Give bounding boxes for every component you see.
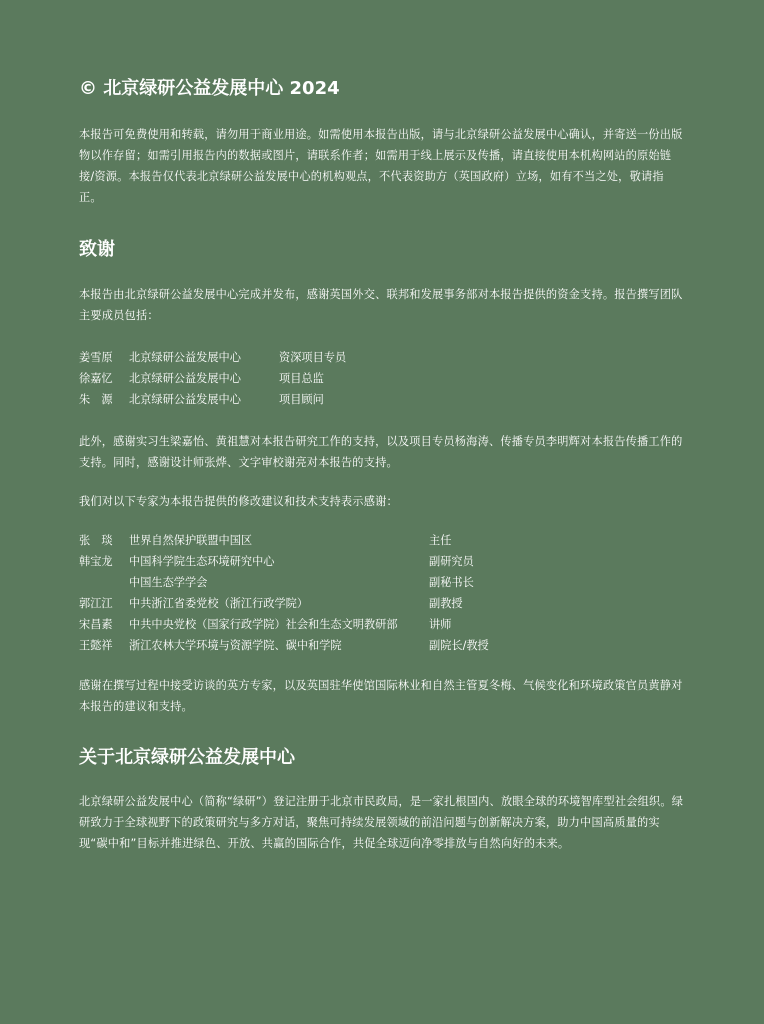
- expert-row: [79, 551, 685, 572]
- expert-org: 中共浙江省委党校（浙江行政学院）: [129, 597, 309, 610]
- expert-name: 韩宝龙: [79, 555, 113, 568]
- expert-row: [79, 530, 685, 551]
- expert-row: [79, 614, 685, 635]
- expert-name: 宋昌素: [79, 618, 113, 631]
- about-title: 关于北京绿研公益发展中心: [79, 747, 295, 768]
- expert-title: 副秘书长: [429, 576, 474, 589]
- copyright-title: © 北京绿研公益发展中心 2024: [79, 78, 340, 99]
- experts-list: [79, 530, 685, 656]
- experts-intro: 我们对以下专家为本报告提供的修改建议和技术支持表示感谢：: [79, 495, 398, 508]
- acknowledgements-title: 致谢: [79, 239, 115, 260]
- team-list: [79, 347, 685, 410]
- member-name: 朱 源: [79, 393, 113, 406]
- expert-name: 张 琰: [79, 534, 113, 547]
- expert-org: 中国生态学学会: [129, 576, 208, 589]
- expert-row: [79, 572, 685, 593]
- member-org: 北京绿研公益发展中心: [129, 393, 241, 406]
- member-org: 北京绿研公益发展中心: [129, 372, 241, 385]
- expert-row: [79, 593, 685, 614]
- member-name: 姜雪原: [79, 351, 113, 364]
- expert-title: 副教授: [429, 597, 463, 610]
- expert-name: 郭江江: [79, 597, 113, 610]
- expert-title: 主任: [429, 534, 452, 547]
- team-row: [79, 389, 685, 410]
- expert-title: 副院长/教授: [429, 639, 489, 652]
- copyright-body: 本报告可免费使用和转载，请勿用于商业用途。如需使用本报告出版，请与北京绿研公益发展中心确认，并寄送一份出版物以作存留；如需引用报告内的数据或图片，请联系作者；如需用于线上展示及传播，请直接使用本机构网站的原始链接/资源。本报告仅代表北京绿研公益发展中心的机构观点，不代表资助方（英国政府）立场，如有不当之处，敬请指正。: [79, 128, 683, 204]
- member-role: 资深项目专员: [279, 351, 347, 364]
- closing-thanks: 感谢在撰写过程中接受访谈的英方专家，以及英国驻华使馆国际林业和自然主管夏冬梅、气候变化和环境政策官员黄静对本报告的建议和支持。: [79, 679, 683, 713]
- team-row: [79, 347, 685, 368]
- content: [79, 78, 685, 854]
- member-org: 北京绿研公益发展中心: [129, 351, 241, 364]
- expert-title: 副研究员: [429, 555, 474, 568]
- expert-org: 浙江农林大学环境与资源学院、碳中和学院: [129, 639, 342, 652]
- about-body: 北京绿研公益发展中心（简称“绿研”）登记注册于北京市民政局，是一家扎根国内、放眼全球的环境智库型社会组织。绿研致力于全球视野下的政策研究与多方对话，聚焦可持续发展领域的前沿问题与创新解决方案，助力中国高质量的实现“碳中和”目标并推进绿色、开放、共赢的国际合作，共促全球迈向净零排放与自然向好的未来。: [79, 795, 684, 850]
- member-role: 项目顾问: [279, 393, 324, 406]
- expert-org: 中国科学院生态环境研究中心: [129, 555, 275, 568]
- member-name: 徐嘉忆: [79, 372, 113, 385]
- expert-org: 世界自然保护联盟中国区: [129, 534, 253, 547]
- thanks-staff: 此外，感谢实习生梁嘉怡、黄祖慧对本报告研究工作的支持，以及项目专员杨海涛、传播专员李明辉对本报告传播工作的支持。同时，感谢设计师张烨、文字审校谢亮对本报告的支持。: [79, 435, 683, 469]
- expert-name: 王懿祥: [79, 639, 113, 652]
- team-row: [79, 368, 685, 389]
- expert-name: [79, 572, 129, 593]
- expert-title: 讲师: [429, 618, 452, 631]
- member-role: 项目总监: [279, 372, 324, 385]
- expert-row: [79, 635, 685, 656]
- expert-org: 中共中央党校（国家行政学院）社会和生态文明教研部: [129, 618, 398, 631]
- acknowledgements-intro: 本报告由北京绿研公益发展中心完成并发布，感谢英国外交、联邦和发展事务部对本报告提供的资金支持。报告撰写团队主要成员包括：: [79, 288, 683, 322]
